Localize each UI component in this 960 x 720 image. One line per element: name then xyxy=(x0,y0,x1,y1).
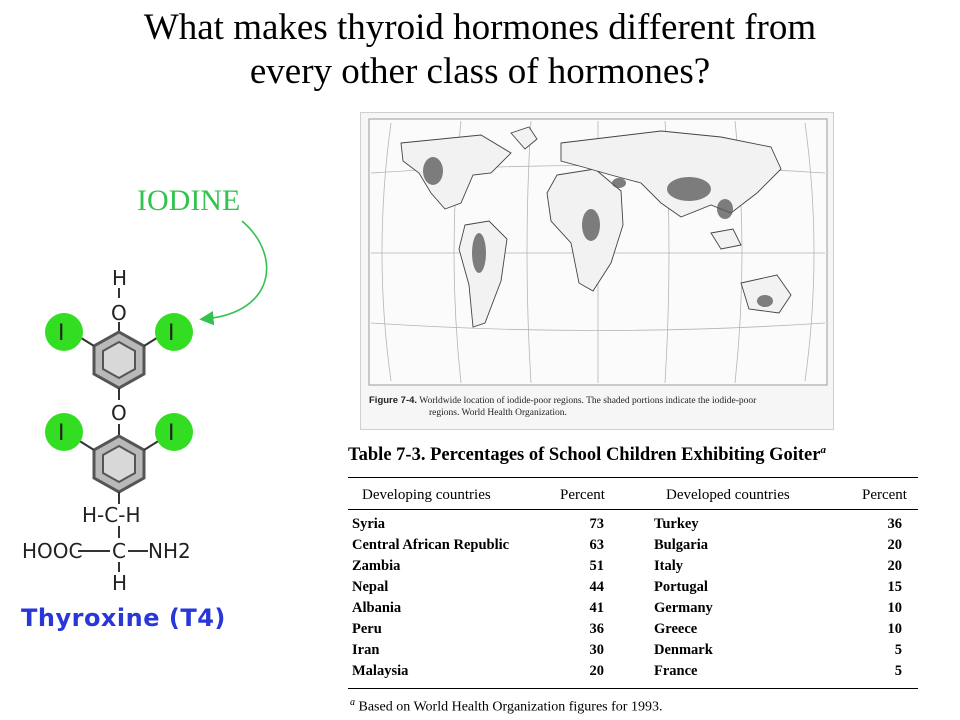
iodine-atom-2-label: I xyxy=(168,321,175,346)
iodine-atom-3 xyxy=(45,413,83,451)
developing-percent-cell: 20 xyxy=(589,663,604,679)
world-map-figure xyxy=(360,112,834,430)
developing-country-cell: Syria xyxy=(352,516,386,532)
lower-benzene-ring xyxy=(78,436,160,492)
iodine-atom-4-label: I xyxy=(168,421,175,446)
developing-percent-cell: 30 xyxy=(589,642,604,658)
developed-country-cell: Bulgaria xyxy=(654,537,708,553)
slide-title xyxy=(0,6,960,94)
developed-country-cell: Turkey xyxy=(654,516,699,532)
developed-country-cell: Portugal xyxy=(654,579,708,595)
iodine-atom-3-label: I xyxy=(58,421,65,446)
ch2-label: H-C-H xyxy=(82,503,141,527)
developing-percent-cell: 36 xyxy=(589,621,604,637)
developing-country-cell: Iran xyxy=(352,642,380,658)
developed-percent-cell: 10 xyxy=(887,621,902,637)
figure-caption xyxy=(369,395,829,419)
developing-country-cell: Central African Republic xyxy=(352,537,510,553)
hydroxyl-h-label: H xyxy=(112,266,128,290)
iodine-atom-1-label: I xyxy=(58,321,65,346)
world-map-image xyxy=(361,113,833,393)
developing-country-cell: Peru xyxy=(352,621,382,637)
developing-country-cell: Nepal xyxy=(352,579,389,595)
developed-percent-cell: 10 xyxy=(887,600,902,616)
figure-caption-line-1: Worldwide location of iodide-poor regions. The shaded portions indicate the iodide-poor xyxy=(419,396,757,406)
developed-percent-cell: 5 xyxy=(894,642,902,658)
bottom-h-label: H xyxy=(112,571,128,590)
figure-number: Figure 7-4. xyxy=(369,395,418,406)
developed-country-cell: Germany xyxy=(654,600,713,616)
developed-percent-cell: 20 xyxy=(887,558,902,574)
title-line-2: every other class of hormones? xyxy=(249,51,711,92)
developed-percent-cell: 15 xyxy=(887,579,902,595)
goiter-table xyxy=(348,444,918,715)
developed-percent-cell: 5 xyxy=(894,663,902,679)
table-header-rule xyxy=(348,509,918,510)
figure-caption-line-2: regions. World Health Organization. xyxy=(429,408,567,418)
developing-country-cell: Zambia xyxy=(352,558,401,574)
table-footnote xyxy=(350,697,662,716)
thyroxine-structure xyxy=(20,260,220,590)
iodine-label: IODINE xyxy=(137,184,241,217)
header-developed: Developed countries xyxy=(666,487,790,503)
alpha-carbon-label: C xyxy=(112,539,126,563)
table-title xyxy=(348,444,918,466)
amine-label: NH2 xyxy=(148,539,191,563)
upper-benzene-ring xyxy=(78,332,160,388)
table-bottom-rule xyxy=(348,688,918,689)
iodine-atom-4 xyxy=(155,413,193,451)
header-developing: Developing countries xyxy=(362,487,491,503)
table-top-rule xyxy=(348,477,918,478)
developing-percent-cell: 44 xyxy=(589,579,604,595)
table-title-text: Table 7-3. Percentages of School Children Exhibiting Goiter xyxy=(348,445,821,466)
molecule-caption: Thyroxine (T4) xyxy=(21,604,226,632)
developed-country-cell: France xyxy=(654,663,698,679)
footnote-marker: a xyxy=(350,697,355,708)
developing-country-cell: Albania xyxy=(352,600,402,616)
iodine-atom-1 xyxy=(45,313,83,351)
developing-percent-cell: 73 xyxy=(589,516,604,532)
developed-country-cell: Italy xyxy=(654,558,683,574)
developed-country-cell: Greece xyxy=(654,621,698,637)
developing-country-cell: Malaysia xyxy=(352,663,409,679)
developing-percent-cell: 51 xyxy=(589,558,604,574)
developed-country-cell: Denmark xyxy=(654,642,713,658)
developing-percent-cell: 63 xyxy=(589,537,604,553)
footnote-text: Based on World Health Organization figures for 1993. xyxy=(358,699,663,715)
carboxyl-label: HOOC xyxy=(22,539,83,563)
bridge-oxygen-label: O xyxy=(111,401,127,425)
header-percent-1: Percent xyxy=(560,487,605,503)
developed-percent-cell: 20 xyxy=(887,537,902,553)
header-percent-2: Percent xyxy=(862,487,907,503)
developed-percent-cell: 36 xyxy=(887,516,902,532)
title-line-1: What makes thyroid hormones different from xyxy=(143,7,817,48)
iodine-atom-2 xyxy=(155,313,193,351)
developing-percent-cell: 41 xyxy=(589,600,604,616)
hydroxyl-o-label: O xyxy=(111,301,127,325)
table-title-marker: a xyxy=(820,444,826,456)
